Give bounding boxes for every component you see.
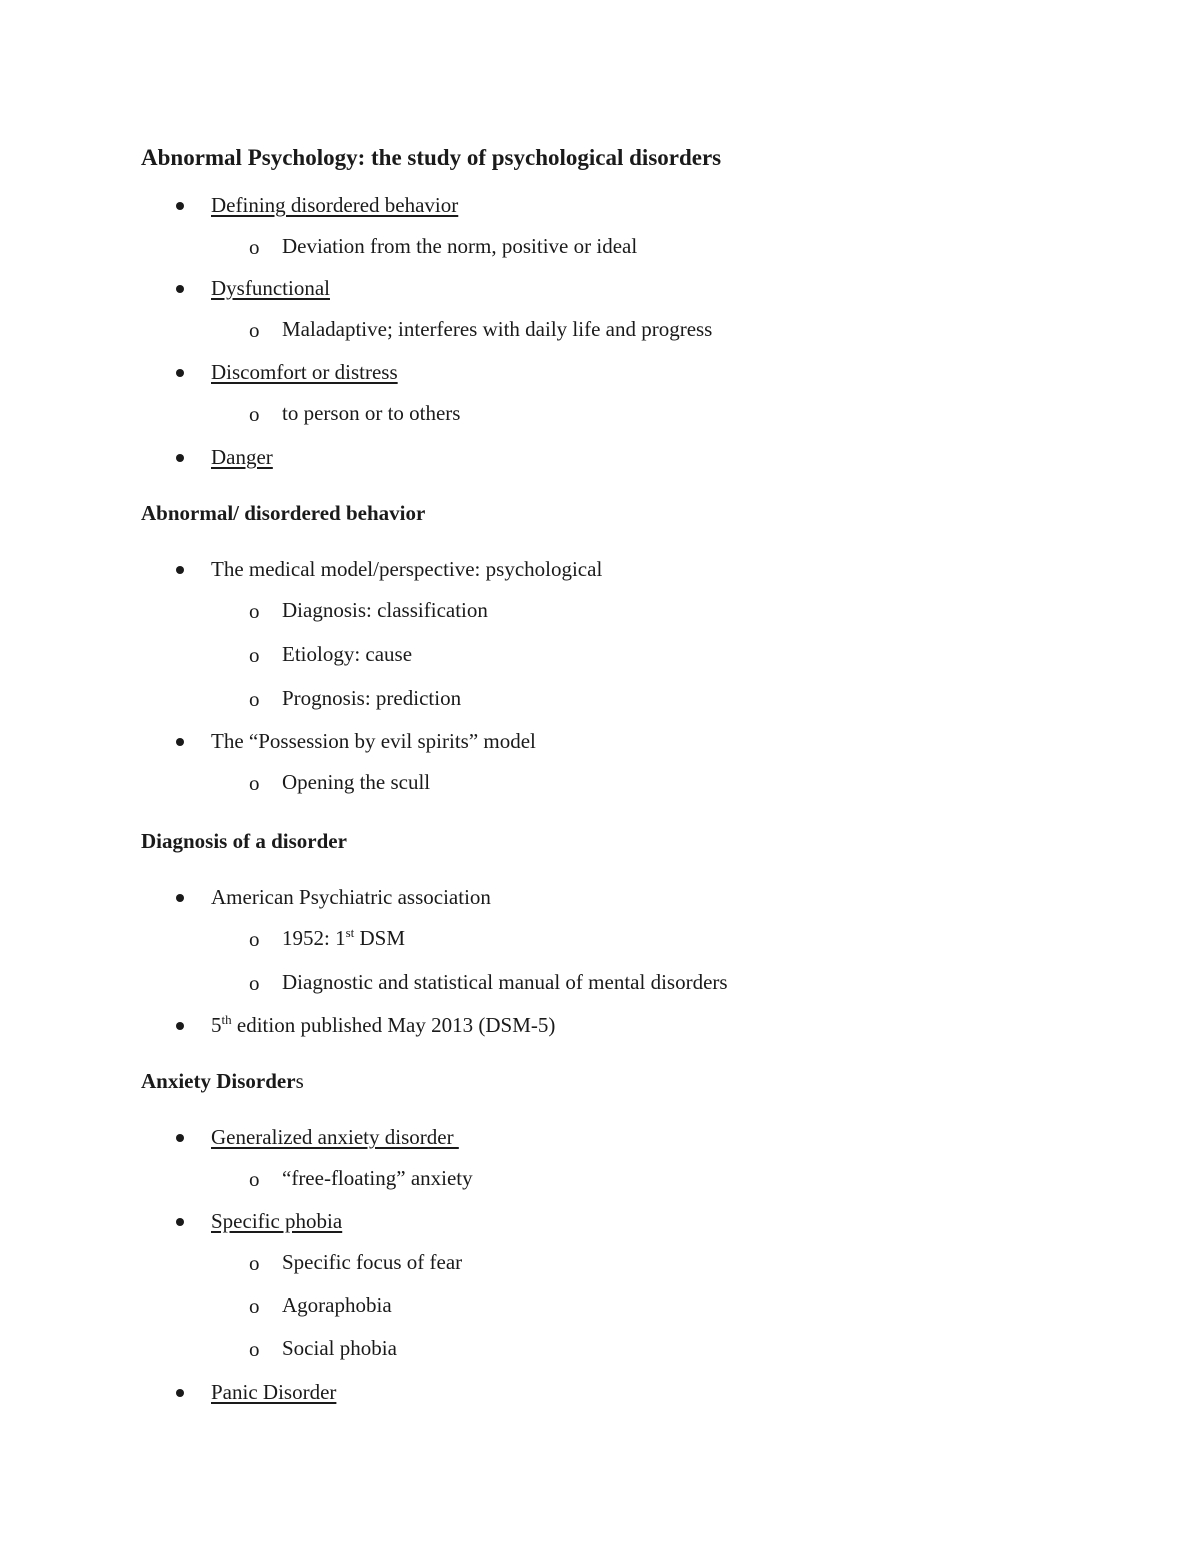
section-heading: [141, 1069, 304, 1094]
circle-bullet-icon: o: [249, 927, 260, 951]
bullet-icon: [176, 1022, 184, 1030]
bullet-icon: [176, 566, 184, 574]
list-item: Generalized anxiety disorder: [211, 1125, 459, 1149]
bullet-icon: [176, 1218, 184, 1226]
heading-text: s: [295, 1069, 304, 1093]
circle-bullet-icon: o: [249, 1251, 260, 1275]
heading-text: Anxiety Disorder: [141, 1069, 296, 1093]
section-heading: Diagnosis of a disorder: [141, 829, 347, 853]
bullet-icon: [176, 285, 184, 293]
sub-list-item: Specific focus of fear: [282, 1250, 463, 1274]
circle-bullet-icon: o: [249, 1337, 260, 1361]
list-item: The medical model/perspective: psychological: [211, 557, 603, 581]
bullet-icon: [176, 738, 184, 746]
bullet-icon: [176, 1389, 184, 1397]
sub-list-item: Prognosis: prediction: [282, 686, 462, 710]
circle-bullet-icon: o: [249, 235, 260, 259]
circle-bullet-icon: o: [249, 643, 260, 667]
list-item: Defining disordered behavior: [211, 193, 459, 217]
sub-list-item: to person or to others: [282, 401, 461, 425]
list-item: Panic Disorder: [211, 1380, 337, 1404]
bullet-icon: [176, 1134, 184, 1142]
item-text: 5: [211, 1013, 222, 1037]
circle-bullet-icon: o: [249, 971, 260, 995]
ordinal-suffix: th: [221, 1012, 232, 1027]
sub-list-item: “free-floating” anxiety: [282, 1166, 473, 1190]
sub-list-item: Opening the scull: [282, 770, 431, 794]
page-title: Abnormal Psychology: the study of psychological disorders: [141, 145, 722, 170]
circle-bullet-icon: o: [249, 1167, 260, 1191]
sub-list-item: Social phobia: [282, 1336, 397, 1360]
sub-list-item: Diagnosis: classification: [282, 598, 488, 622]
circle-bullet-icon: o: [249, 771, 260, 795]
circle-bullet-icon: o: [249, 402, 260, 426]
item-text: edition published May 2013 (DSM-5): [231, 1013, 556, 1037]
sub-list-item: Etiology: cause: [282, 642, 413, 666]
circle-bullet-icon: o: [249, 687, 260, 711]
bullet-icon: [176, 454, 184, 462]
section-heading: Abnormal/ disordered behavior: [141, 501, 426, 525]
sub-list-item: Agoraphobia: [282, 1293, 392, 1317]
bullet-icon: [176, 894, 184, 902]
sub-text: DSM: [354, 926, 406, 950]
sub-list-item: Maladaptive; interferes with daily life and progress: [282, 317, 713, 341]
list-item: Specific phobia: [211, 1209, 343, 1233]
circle-bullet-icon: o: [249, 318, 260, 342]
list-item: [211, 1013, 555, 1038]
sub-list-item: Diagnostic and statistical manual of mental disorders: [282, 970, 728, 994]
sub-text: 1952: 1: [282, 926, 346, 950]
sub-list-item: Deviation from the norm, positive or ideal: [282, 234, 638, 258]
list-item: Discomfort or distress: [211, 360, 398, 384]
list-item: American Psychiatric association: [211, 885, 491, 909]
list-item: Danger: [211, 445, 273, 469]
circle-bullet-icon: o: [249, 1294, 260, 1318]
sub-list-item: [282, 926, 405, 951]
bullet-icon: [176, 369, 184, 377]
list-item: Dysfunctional: [211, 276, 330, 300]
ordinal-suffix: st: [345, 925, 355, 940]
bullet-icon: [176, 202, 184, 210]
circle-bullet-icon: o: [249, 599, 260, 623]
list-item: The “Possession by evil spirits” model: [211, 729, 536, 753]
